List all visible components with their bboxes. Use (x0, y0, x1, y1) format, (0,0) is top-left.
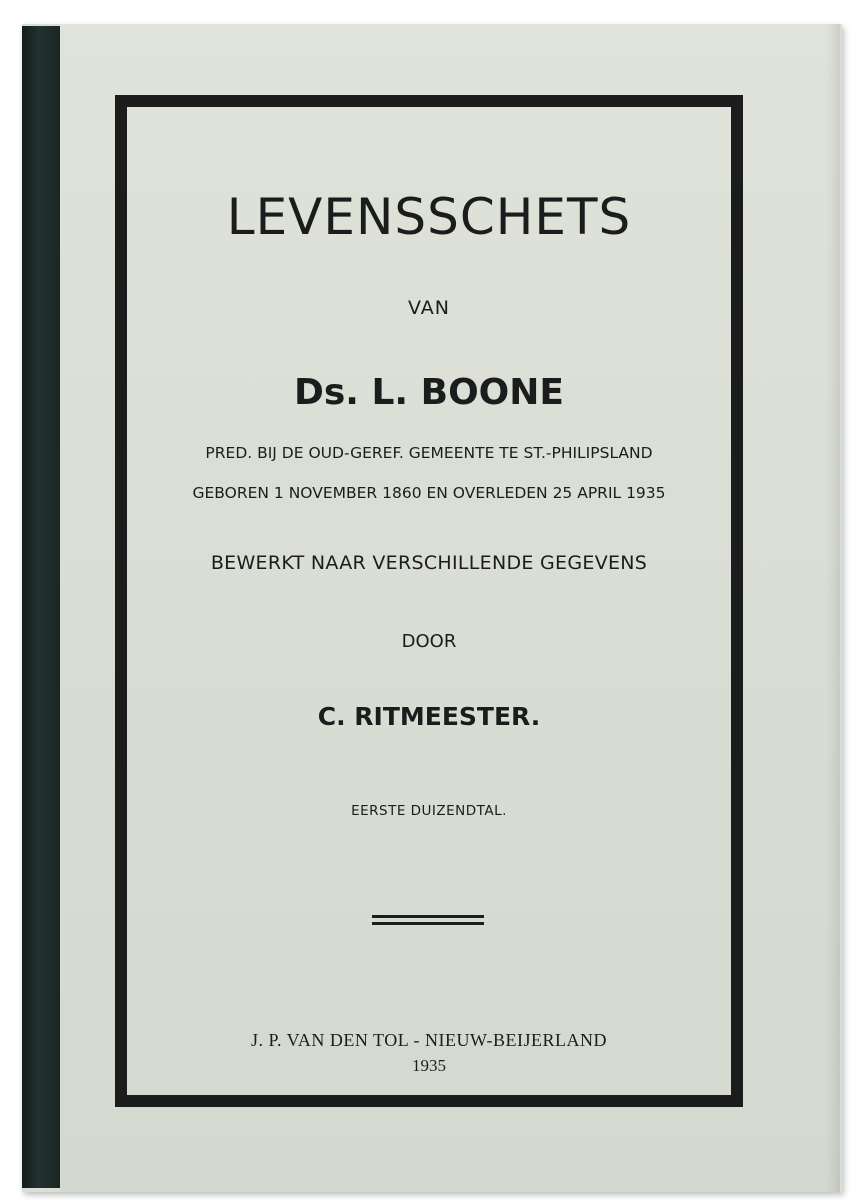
cover-dates-line: GEBOREN 1 NOVEMBER 1860 EN OVERLEDEN 25 APRIL 1935 (192, 484, 666, 502)
cover-border-frame (115, 95, 743, 1107)
cover-title: LEVENSSCHETS (226, 188, 632, 246)
cover-door: DOOR (401, 631, 457, 652)
cover-edition: EERSTE DUIZENDTAL. (351, 803, 507, 819)
book-spine (22, 26, 60, 1188)
cover-bewerkt-line: BEWERKT NAAR VERSCHILLENDE GEGEVENS (210, 552, 648, 574)
cover-pred-line: PRED. BIJ DE OUD-GEREF. GEMEENTE TE ST.-PHILIPSLAND (205, 444, 653, 462)
cover-publisher: J. P. VAN DEN TOL - NIEUW-BEIJERLAND (250, 1030, 607, 1050)
cover-editor: C. RITMEESTER. (317, 702, 541, 731)
cover-author: Ds. L. BOONE (293, 372, 565, 413)
cover-edge-shadow (826, 24, 840, 1192)
cover-van: VAN (408, 297, 450, 319)
ornament-rule-top (372, 915, 484, 918)
cover-year: 1935 (412, 1056, 446, 1075)
ornament-rule-bottom (372, 922, 484, 925)
